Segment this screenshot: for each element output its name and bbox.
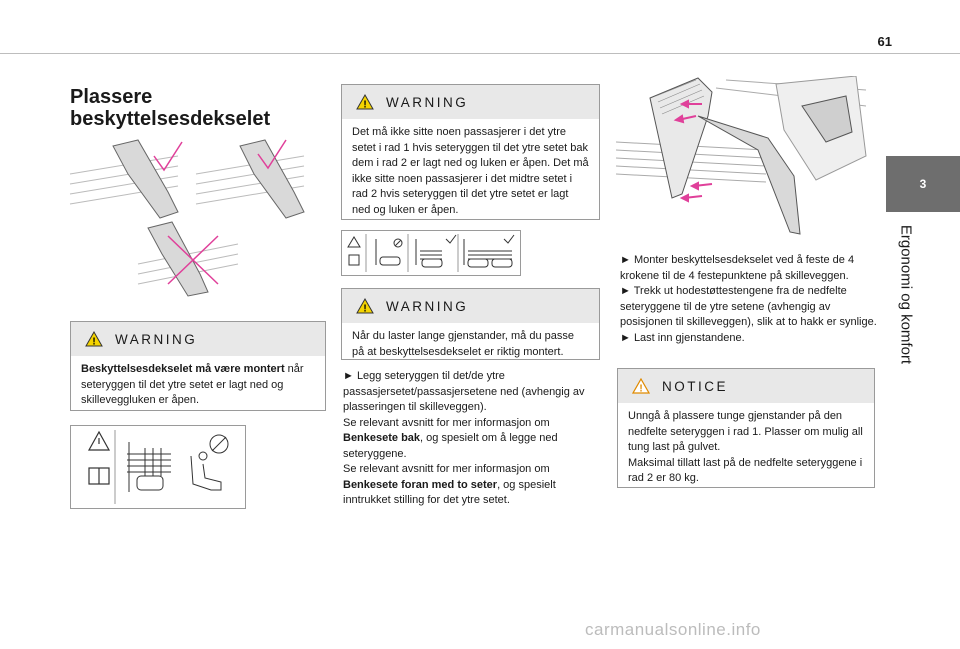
warning-body [71,356,325,417]
svg-text:!: ! [92,336,96,347]
header-divider [0,53,960,54]
notice-header [618,369,874,403]
reference-front-bench: Se relevant avsnitt for mer informasjon om Benkesete foran med to seter, og spesielt inntrukket stilling for det ytre setet. [343,463,556,506]
warning-triangle-icon [356,94,374,110]
chapter-tab[interactable]: 3 [886,156,960,212]
instructions-column-2 [343,369,601,509]
warning-text: når seteryggen til det ytre setet er lagt ned og skilleveggluken er åpen. [81,363,304,406]
page-title: Plassere beskyttelsesdekselet [70,86,271,130]
svg-text:!: ! [363,303,367,314]
warning-box-1 [70,321,326,411]
notice-heading: NOTICE [662,378,729,394]
warning-heading: WARNING [386,298,469,314]
warning-body: Når du laster lange gjenstander, må du passe på at beskyttelsesdekselet er riktig montert. [352,330,574,358]
warning-bold-text: Beskyttelsesdekselet må være montert [81,363,285,375]
warning-heading: WARNING [115,331,198,347]
step-pull-headrest-rods: ► Trekk ut hodestøttestengene fra de nedfelte seteryggene til de ytre setene (avhengig av posisjonen til skilleveggen), slik at to hakk er synlige. [620,285,877,328]
illustration-seat-positions [68,134,324,298]
pictogram-box-1 [70,425,246,509]
footer-watermark: carmanualsonline.info [585,620,761,639]
warning-header [342,85,599,119]
warning-box-3 [341,288,600,360]
step-mount-cover: ► Monter beskyttelsesdekselet ved å feste de 4 krokene til de 4 festepunktene på skilleveggen. [620,254,855,282]
warning-box-2 [341,84,600,220]
reference-rear-bench: Se relevant avsnitt for mer informasjon om Benkesete bak, og spesielt om å legge ned seteryggene. [343,416,558,460]
warning-triangle-icon [356,298,374,314]
warning-header [71,322,325,356]
warning-heading: WARNING [386,94,469,110]
illustration-cover-mounting [616,76,876,246]
notice-body [618,403,874,495]
svg-text:!: ! [363,99,367,110]
pictogram-box-2 [341,230,521,276]
chapter-label-text: Ergonomi og komfort [897,224,915,365]
instructions-column-3 [620,253,878,346]
notice-box [617,368,875,488]
svg-text:!: ! [639,383,643,394]
step-lay-down-seatback: ► Legg seteryggen til det/de ytre passasjersetet/passasjersetene ned (avhengig av plasseringen til skilleveggen). [343,370,585,413]
warning-triangle-icon [85,331,103,347]
notice-text-1: Unngå å plassere tunge gjenstander på den nedfelte seteryggen i rad 1. Plasser om mulig all tung last på gulvet. [628,410,863,453]
notice-text-2: Maksimal tillatt last på de nedfelte seteryggene i rad 2 er 80 kg. [628,456,863,484]
page-number: 61 [877,34,892,49]
warning-header [342,289,599,323]
step-load-items: ► Last inn gjenstandene. [620,331,745,344]
notice-triangle-icon [632,378,650,394]
warning-body: Det må ikke sitte noen passasjerer i det ytre setet i rad 1 hvis seteryggen til det ytre setet bak dem i rad 2 er lagt ned og luken er åpen. Det må ikke sitte noen passasjerer i det midtre setet i rad 2 hvis seteryggen til det ytre setet er lagt ned og luken er åpen. [352,126,589,216]
chapter-label [886,226,926,376]
caution-manual-icon [89,432,109,484]
